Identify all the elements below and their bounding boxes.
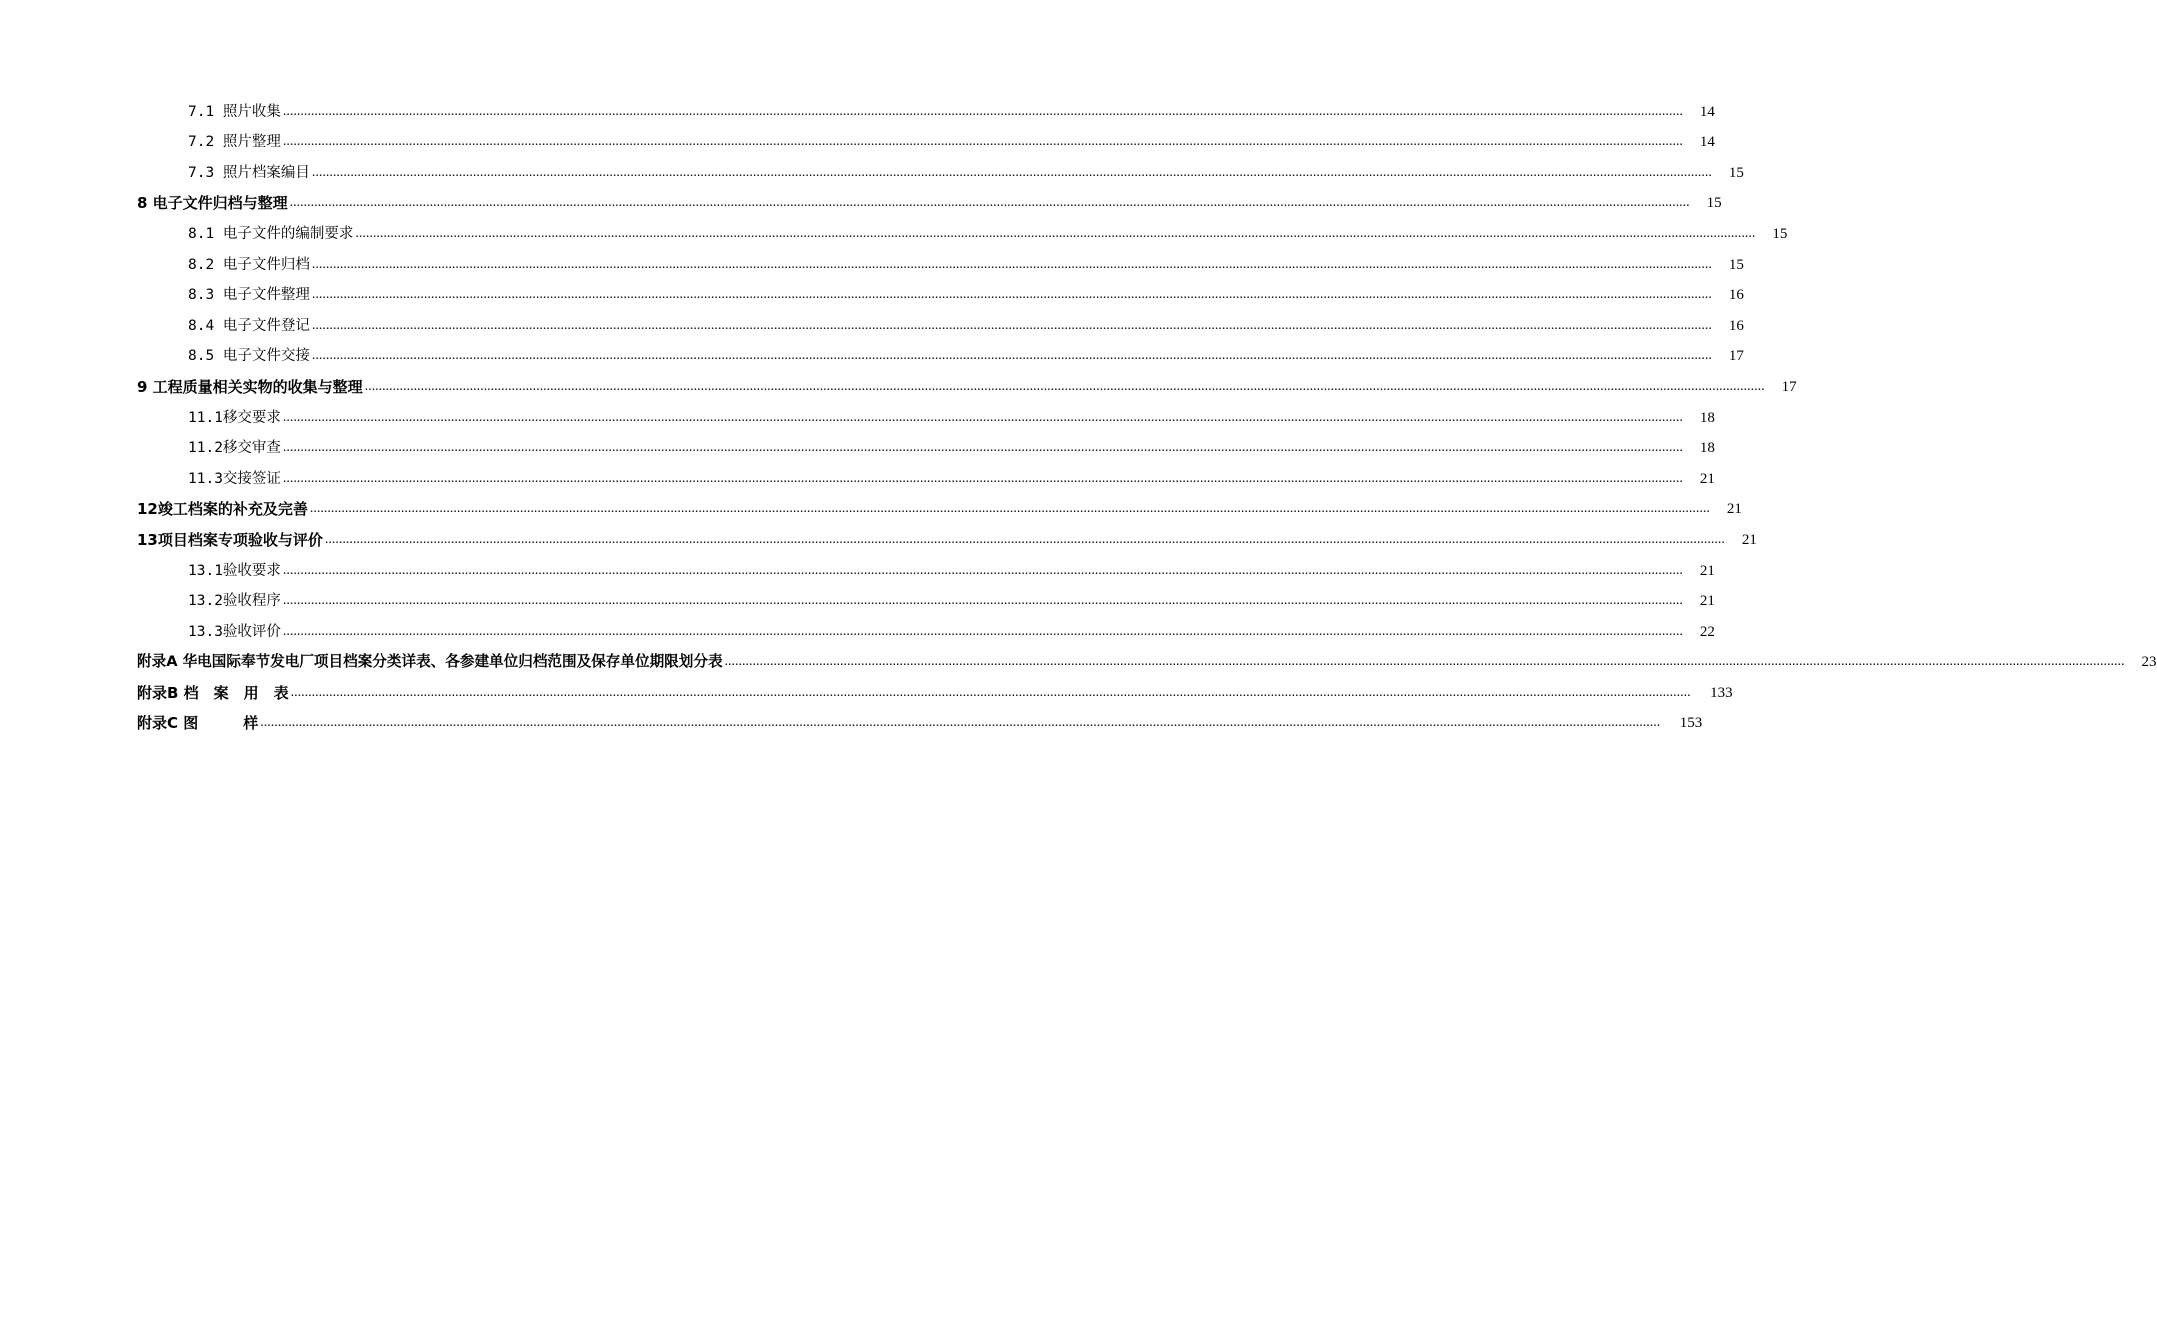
toc-entry-page: 21: [1699, 593, 1715, 610]
toc-entry-title: 8.3 电子文件整理: [188, 287, 310, 304]
leader-dots: ................................................................................................................................................................................................................................................................................................................................................................................................................: [282, 623, 1683, 639]
leader-dots: ................................................................................................................................................................................................................................................................................................................................................................................................................: [311, 287, 1712, 303]
toc-entry-page: 18: [1699, 440, 1715, 457]
toc-entry-title: 附录C 图 样: [137, 714, 259, 733]
leader-dots: ................................................................................................................................................................................................................................................................................................................................................................................................................: [289, 195, 1690, 211]
toc-entry[interactable]: [0, 519, 1757, 550]
leader-dots: ................................................................................................................................................................................................................................................................................................................................................................................................................: [311, 317, 1712, 333]
toc-entry-page: 15: [1706, 195, 1722, 212]
leader-dots: ................................................................................................................................................................................................................................................................................................................................................................................................................: [282, 134, 1683, 150]
toc-entry[interactable]: [0, 672, 1733, 703]
leader-dots: ................................................................................................................................................................................................................................................................................................................................................................................................................: [324, 531, 1725, 547]
toc-entry[interactable]: [0, 122, 1715, 153]
toc-entry[interactable]: [0, 366, 1797, 397]
toc-entry-title: 13项目档案专项验收与评价: [137, 530, 323, 549]
toc-entry-page: 14: [1699, 103, 1715, 120]
toc-entry-page: 133: [1710, 684, 1733, 701]
toc-entry[interactable]: [0, 305, 1744, 336]
toc-entry[interactable]: [0, 550, 1715, 581]
toc-entry-title: 11.1移交要求: [188, 409, 281, 426]
toc-entry[interactable]: [0, 642, 2157, 673]
toc-entry-title: 8.4 电子文件登记: [188, 317, 310, 334]
leader-dots: ................................................................................................................................................................................................................................................................................................................................................................................................................: [282, 409, 1683, 425]
leader-dots: ................................................................................................................................................................................................................................................................................................................................................................................................................: [260, 715, 1661, 731]
toc-entry-title: 13.1验收要求: [188, 562, 281, 579]
toc-entry-page: 21: [1741, 531, 1757, 548]
leader-dots: ................................................................................................................................................................................................................................................................................................................................................................................................................: [282, 440, 1683, 456]
toc-entry-title: 7.3 照片档案编目: [188, 164, 310, 181]
toc-entry-title: 11.3交接签证: [188, 470, 281, 487]
toc-entry[interactable]: [0, 183, 1722, 214]
toc-entry[interactable]: [0, 458, 1715, 489]
toc-entry[interactable]: [0, 213, 1788, 244]
toc-entry-title: 9 工程质量相关实物的收集与整理: [137, 377, 363, 396]
leader-dots: ................................................................................................................................................................................................................................................................................................................................................................................................................: [311, 348, 1712, 364]
toc-entry[interactable]: [0, 336, 1744, 367]
leader-dots: ................................................................................................................................................................................................................................................................................................................................................................................................................: [290, 684, 1691, 700]
toc-entry[interactable]: [0, 581, 1715, 612]
leader-dots: ................................................................................................................................................................................................................................................................................................................................................................................................................: [311, 256, 1712, 272]
toc-entry-page: 22: [1699, 623, 1715, 640]
leader-dots: ................................................................................................................................................................................................................................................................................................................................................................................................................: [282, 562, 1683, 578]
leader-dots: ................................................................................................................................................................................................................................................................................................................................................................................................................: [282, 593, 1683, 609]
toc-entry-page: 16: [1728, 287, 1744, 304]
leader-dots: ................................................................................................................................................................................................................................................................................................................................................................................................................: [311, 164, 1712, 180]
toc-entry-title: 8.2 电子文件归档: [188, 256, 310, 273]
toc-entry-page: 14: [1699, 134, 1715, 151]
leader-dots: ................................................................................................................................................................................................................................................................................................................................................................................................................: [364, 378, 1765, 394]
toc-entry-page: 17: [1781, 378, 1797, 395]
toc-entry[interactable]: [0, 91, 1715, 122]
toc-entry-page: 21: [1726, 501, 1742, 518]
toc-entry-title: 12竣工档案的补充及完善: [137, 500, 308, 519]
toc-entry-title: 附录B 档 案 用 表: [137, 683, 289, 702]
leader-dots: ................................................................................................................................................................................................................................................................................................................................................................................................................: [309, 501, 1710, 517]
toc-entry-page: 153: [1679, 715, 1703, 732]
table-of-contents: [0, 91, 2157, 733]
toc-entry-title: 13.2验收程序: [188, 593, 281, 610]
toc-entry-title: 13.3验收评价: [188, 623, 281, 640]
toc-entry[interactable]: [0, 489, 1742, 520]
toc-entry[interactable]: [0, 611, 1715, 642]
toc-entry-page: 21: [1699, 562, 1715, 579]
toc-entry[interactable]: [0, 244, 1744, 275]
toc-entry-page: 15: [1772, 225, 1788, 242]
toc-entry-title: 7.2 照片整理: [188, 134, 281, 151]
toc-entry-title: 附录A 华电国际奉节发电厂项目档案分类详表、各参建单位归档范围及保存单位期限划分表: [137, 653, 723, 671]
toc-entry-title: 11.2移交审查: [188, 440, 281, 457]
toc-entry[interactable]: [0, 703, 1703, 734]
toc-entry[interactable]: [0, 275, 1744, 306]
toc-entry[interactable]: [0, 152, 1744, 183]
toc-entry[interactable]: [0, 397, 1715, 428]
toc-entry-page: 16: [1728, 317, 1744, 334]
toc-entry-page: 17: [1728, 348, 1744, 365]
leader-dots: ................................................................................................................................................................................................................................................................................................................................................................................................................: [282, 470, 1683, 486]
leader-dots: ................................................................................................................................................................................................................................................................................................................................................................................................................: [355, 225, 1756, 241]
toc-entry-page: 23: [2141, 654, 2157, 671]
toc-entry-page: 21: [1699, 470, 1715, 487]
leader-dots: ................................................................................................................................................................................................................................................................................................................................................................................................................: [724, 654, 2125, 670]
toc-entry-page: 18: [1699, 409, 1715, 426]
toc-entry[interactable]: [0, 428, 1715, 459]
toc-entry-title: 8.1 电子文件的编制要求: [188, 225, 354, 242]
toc-entry-title: 7.1 照片收集: [188, 103, 281, 120]
leader-dots: ................................................................................................................................................................................................................................................................................................................................................................................................................: [282, 103, 1683, 119]
toc-entry-page: 15: [1728, 256, 1744, 273]
toc-entry-title: 8.5 电子文件交接: [188, 348, 310, 365]
toc-entry-page: 15: [1728, 164, 1744, 181]
toc-entry-title: 8 电子文件归档与整理: [137, 194, 288, 213]
